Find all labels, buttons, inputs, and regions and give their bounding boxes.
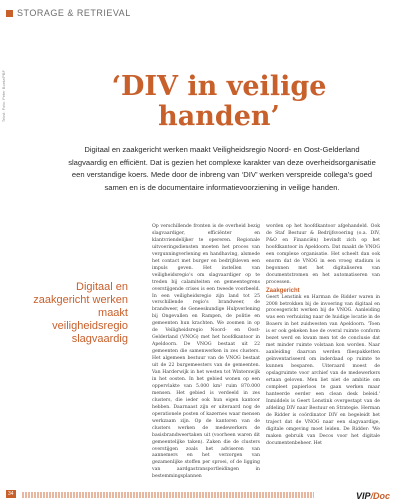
body-column-1 [152, 224, 260, 480]
article-lead: Digitaal en zaakgericht werken maakt Veiligheidsregio Noord- en Oost-Gelderland slagvaardig en efficiënt. Dat is gezien het complexe karakter van deze overheidsorganisatie een verstandige koers. Mede door de inbreng van ‘DIV’ werken verspreide collega’s goed samen en is de documentaire informatievoorziening in veilige handen. [68, 145, 376, 192]
photo-credit: Tekst: Foto: Peter Boetz/PBF [2, 70, 6, 122]
pull-quote: Digitaal en zaakgericht werken maakt veiligheidsregio slagvaardig [33, 281, 128, 345]
article-title-line-1: ‘DIV in veilige [111, 71, 327, 102]
body-paragraph: worden op het hoofdkantoor afgehandeld. Ook de Staf Bestuur & Bedrijfsvoering (o.a. DIV, P&O en Financiën) bevindt zich op het hoofdkantoor in Apeldoorn. Dat maakt de VNOG een complexe organisatie. Het scheelt dan ook enorm dat de VNOG in een vroeg stadium is begonnen met het digitaliseren van documentstromen en het automatiseren van processen. [266, 224, 380, 285]
body-paragraph: Geert Lenstink en Harman de Ridder waren in 2008 betrokken bij de invoering van digitaal en procesgericht werken bij de VNOG. Aanleiding was een verhuizing naar de huidige locatie in de Boaers in het zuidwesten van Apeldoorn. 'Toen is er ook gekeken hoe de overal ruimte conform bezet werd en kwam men tot de conclusie dat met minder ruimte volstaan kon worden. Naar aanleiding daarvan werden fliespakketten geïnventariseerd om inderdaad op ruimte te kunnen besparen. Uiteraard moest de opslagruimte voor archief van de medewerkers ertaan geloven. Men liet niet de ambitie om compleet papierloos te gaan werken maar hanteerde eerder een clean desk beleid.' Inmiddels is Geert Lenstink overgestapt van de afdeling DIV naar Bestuur en Strategie. Herman de Ridder is coördinator DIV en begeleidt het traject dat de VNOG naar een slagvaardige, digitale omgeving moet leiden. De Ridder: 'We maken gebruik van Decos voor het digitale documentenbeheer. Het [266, 294, 380, 446]
body-paragraph: Op verschillende fronten is de overheid bezig slagvaardiger, efficiënter en klantvriendelijker te opereren. Regionale uitvoeringsdiensten moeten het proces van vergunningverlening en handhaving, alsmede het contact met burger en bedrijfsleven een impuls geven. Het instellen van veiligheidsregio's om slagvaardiger op te treden bij calamiteiten en gemeentegrens overstijgende crises is een tweede voorbeeld. In een veiligheidsregio zijn land tot 25 verschillende regio's brandweer, de brandweer, de Geneeskundige Hulpverlening bij Ongevallen en Rampen, de politie en gemeenten hun krachten. We zoomen in op de Veiligheidsregio Noord- en Oost-Gelderland (VNOG) met het hoofdkantoor in Apeldoorn. De VNOG bestaat uit 22 gemeenten die samenwerken in zes clusters. Het algemeen bestuur van de VNOG bestaat uit de 22 burgemeesters van de gemeenten. Van Harderwijk in het westen tot Winterswijk in het oosten. In het gebied wonen op een oppervlakte van 5.000 km² ruim 870.000 mensen. Het gebied is verdeeld in zes clusters, die ieder ook hun eigen kantoor hebben. Daarnaast zijn er uiteraard nog de operationele posten of kazernes waar mensen werkzaam zijn. Op de kantoren van de clusters werken de medewerkers de basisbrandweertaken uit (voorheen waren dit gemeentelijke taken). Zaken die de clusters overstijgen zoals het adviseren van aannemers en het verzorgen van gezamenlijke stoffen per sproei, of de ligging van aardgastransportleidingen in bestemmingsplannen [152, 224, 260, 480]
section-marker-icon [6, 10, 13, 17]
logo-doc: Doc [372, 491, 390, 501]
logo-vip: VIP [355, 491, 371, 501]
article-title [60, 72, 378, 132]
logo-slash: / [370, 491, 373, 501]
magazine-logo [356, 491, 390, 501]
section-label: STORAGE & RETRIEVAL [17, 8, 131, 18]
section-header [6, 8, 131, 18]
footer-pattern [22, 492, 314, 498]
page-number: 34 [8, 491, 14, 497]
body-column-2 [266, 224, 380, 474]
section-subhead: Zaakgericht [266, 287, 300, 294]
article-title-line-2: handen’ [158, 101, 280, 132]
